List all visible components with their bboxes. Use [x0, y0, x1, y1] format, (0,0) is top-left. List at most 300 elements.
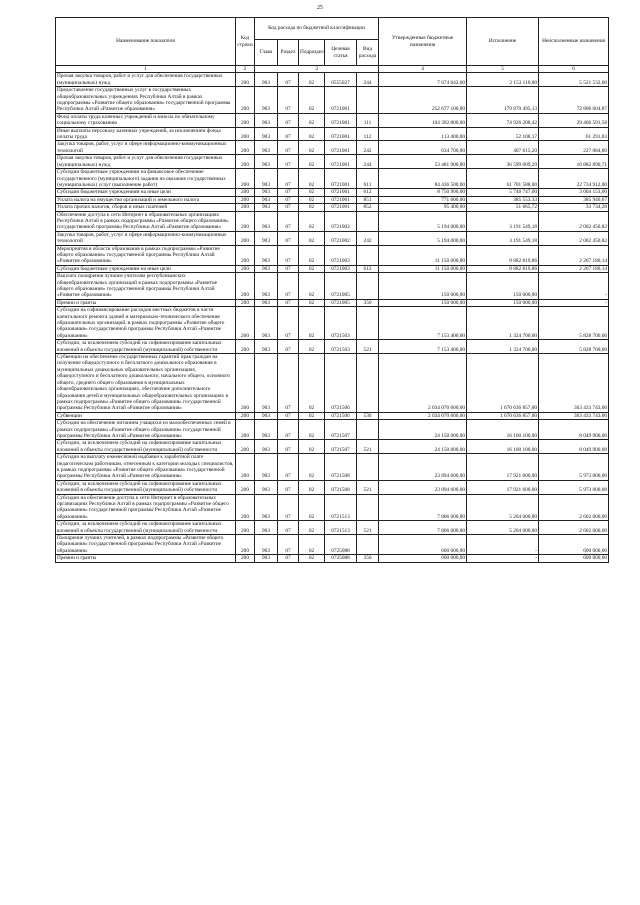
row-section: 07 — [278, 189, 299, 196]
row-unexecuted: 5 828 700,00 — [539, 340, 609, 354]
row-executed: 8 882 819,86 — [467, 265, 539, 272]
row-section: 07 — [278, 535, 299, 555]
header-chapter: Глава — [255, 40, 278, 66]
row-chapter: 903 — [255, 169, 278, 189]
row-unexecuted: 2 002 450,82 — [539, 231, 609, 245]
row-name: Субсидии на обеспечение питанием учащихся из малообеспеченных семей в рамках подпрограммы «Развитие общего образования» государственной программы Республики Алтай «Развитие образования» — [56, 420, 236, 440]
row-chapter: 903 — [255, 245, 278, 265]
row-name: Мероприятия в области образования в рамках подпрограммы «Развитие общего образования» государственной программы Республики Алтай «Развитие образования» — [56, 245, 236, 265]
row-chapter: 903 — [255, 141, 278, 155]
row-line-code: 200 — [236, 87, 255, 114]
table-row — [56, 340, 609, 354]
row-line-code: 200 — [236, 299, 255, 306]
row-chapter: 903 — [255, 189, 278, 196]
row-subsection: 02 — [299, 113, 325, 127]
table-row — [56, 454, 609, 481]
row-expense-type: 242 — [357, 231, 379, 245]
table-row — [56, 494, 609, 521]
row-expense-type — [357, 307, 379, 340]
table-row — [56, 412, 609, 419]
column-number: 5 — [467, 66, 539, 73]
row-approved: 95 400,00 — [379, 204, 467, 211]
row-target-item: 0721506 — [325, 412, 357, 419]
row-section: 07 — [278, 440, 299, 454]
row-line-code: 200 — [236, 420, 255, 440]
row-line-code: 200 — [236, 535, 255, 555]
row-executed: 36 599 009,29 — [467, 155, 539, 169]
header-name: Наименование показателя — [56, 18, 236, 66]
row-name: Закупка товаров, работ, услуг в сфере информационно-коммуникационных технологий — [56, 141, 236, 155]
table-row — [56, 169, 609, 189]
row-unexecuted: 5 828 700,00 — [539, 307, 609, 340]
row-name: Прочая закупка товаров, работ и услуг для обеспечения государственных (муниципальных) нужд — [56, 73, 236, 87]
row-target-item: 0721005 — [325, 299, 357, 306]
row-unexecuted: 227 084,80 — [539, 141, 609, 155]
row-expense-type: 350 — [357, 299, 379, 306]
row-name: Уплата налога на имущество организаций и земельного налога — [56, 196, 236, 203]
row-line-code: 200 — [236, 231, 255, 245]
row-executed: 1 670 636 857,00 — [467, 412, 539, 419]
row-name: Премии и гранты — [56, 299, 236, 306]
row-expense-type — [357, 354, 379, 413]
row-executed: 407 615,20 — [467, 141, 539, 155]
row-expense-type — [357, 245, 379, 265]
table-row — [56, 155, 609, 169]
header-section: Раздел — [278, 40, 299, 66]
row-executed: 3 191 549,18 — [467, 231, 539, 245]
row-executed: 16 100 100,00 — [467, 420, 539, 440]
row-subsection: 02 — [299, 307, 325, 340]
table-row — [56, 265, 609, 272]
row-section: 07 — [278, 211, 299, 231]
row-unexecuted: 16 882 890,71 — [539, 155, 609, 169]
row-section: 07 — [278, 127, 299, 141]
row-approved: 24 150 000,00 — [379, 440, 467, 454]
row-unexecuted: 2 267 180,14 — [539, 265, 609, 272]
row-executed: 1 324 700,00 — [467, 307, 539, 340]
row-name: Субвенции — [56, 412, 236, 419]
row-executed: 179 870 495,13 — [467, 87, 539, 114]
header-executed: Исполнение — [467, 18, 539, 66]
row-name: Предоставление государственных услуг в государственных общеобразовательных учреждениях Республики Алтай в рамках подпрограммы «Развитие общего образования» государственной программы Республики Алтай «Развитие образования» — [56, 87, 236, 114]
row-unexecuted: 2 602 000,00 — [539, 494, 609, 521]
row-unexecuted: 2 602 000,00 — [539, 521, 609, 535]
row-section: 07 — [278, 113, 299, 127]
budget-execution-table — [55, 17, 609, 563]
row-unexecuted: 2 267 180,14 — [539, 245, 609, 265]
row-line-code: 200 — [236, 273, 255, 300]
row-section: 07 — [278, 231, 299, 245]
row-line-code: 200 — [236, 354, 255, 413]
row-chapter: 903 — [255, 521, 278, 535]
row-section: 07 — [278, 273, 299, 300]
row-expense-type — [357, 535, 379, 555]
row-target-item: 0721508 — [325, 454, 357, 481]
row-line-code: 200 — [236, 521, 255, 535]
row-subsection: 02 — [299, 521, 325, 535]
row-subsection: 02 — [299, 155, 325, 169]
row-approved: 24 150 000,00 — [379, 420, 467, 440]
row-section: 07 — [278, 73, 299, 87]
row-target-item: 0721503 — [325, 340, 357, 354]
row-name: Субсидии на выплату ежемесячной надбавки к заработной плате педагогическим работникам, отнесенным к категории молодых специалистов, в рамках подпрограммы «Развитие общего образования» государственной программы Республики Алтай «Развитие образования» — [56, 454, 236, 481]
row-executed: 1 324 700,00 — [467, 340, 539, 354]
row-subsection: 02 — [299, 299, 325, 306]
row-expense-type: 244 — [357, 155, 379, 169]
row-subsection: 02 — [299, 73, 325, 87]
row-executed: 74 926 208,42 — [467, 113, 539, 127]
row-name: Субсидии бюджетным учреждениям на иные цели — [56, 265, 236, 272]
row-name: Субсидии, за исключением субсидий на софинансирование капитальных вложений в объекты государственной (муниципальной) собственности — [56, 521, 236, 535]
table-row — [56, 299, 609, 306]
row-line-code: 200 — [236, 127, 255, 141]
row-line-code: 200 — [236, 494, 255, 521]
row-line-code: 200 — [236, 440, 255, 454]
row-chapter: 903 — [255, 340, 278, 354]
row-target-item: 0721002 — [325, 211, 357, 231]
row-line-code: 200 — [236, 412, 255, 419]
row-chapter: 903 — [255, 204, 278, 211]
row-approved: 7 153 400,00 — [379, 307, 467, 340]
row-subsection: 02 — [299, 211, 325, 231]
row-unexecuted: 3 004 153,00 — [539, 189, 609, 196]
row-executed: 16 100 100,00 — [467, 440, 539, 454]
row-name: Субсидии бюджетным учреждениям на иные цели — [56, 189, 236, 196]
row-expense-type: 521 — [357, 480, 379, 494]
row-section: 07 — [278, 354, 299, 413]
row-section: 07 — [278, 494, 299, 521]
row-subsection: 02 — [299, 273, 325, 300]
row-target-item: 0721001 — [325, 155, 357, 169]
row-approved: 2 034 070 600,00 — [379, 412, 467, 419]
row-target-item: 0721001 — [325, 87, 357, 114]
row-expense-type: 244 — [357, 73, 379, 87]
table-row — [56, 231, 609, 245]
row-name: Субсидии, за исключением субсидий на софинансирование капитальных вложений в объекты государственной (муниципальной) собственности — [56, 340, 236, 354]
row-approved: 7 806 000,00 — [379, 494, 467, 521]
row-approved: 7 806 000,00 — [379, 521, 467, 535]
row-approved: 771 600,00 — [379, 196, 467, 203]
row-subsection: 02 — [299, 204, 325, 211]
row-name: Субвенции на обеспечение государственных гарантий прав граждан на получение общедоступного и бесплатного дошкольного образования в муниципальных дошкольных образовательных организациях, общедоступного и бесплатного дошкольного, начального общего, основного общего, среднего общего образования в муниципальных общеобразовательных организациях, обеспечение дополнительного образования детей в муниципальных общеобразовательных организациях в рамках подпрограммы «Развитие общего образования» государственной программы Республики Алтай «Развитие образования» — [56, 354, 236, 413]
table-row — [56, 196, 609, 203]
row-approved: 150 000,00 — [379, 273, 467, 300]
row-line-code: 200 — [236, 169, 255, 189]
row-unexecuted: 600 000,00 — [539, 555, 609, 562]
page-number: 25 — [317, 5, 323, 11]
row-target-item: 0721003 — [325, 265, 357, 272]
row-section: 07 — [278, 555, 299, 562]
row-subsection: 02 — [299, 169, 325, 189]
row-unexecuted: 22 734 912,00 — [539, 169, 609, 189]
row-executed: 385 553,33 — [467, 196, 539, 203]
row-approved: 23 894 600,00 — [379, 480, 467, 494]
table-row — [56, 189, 609, 196]
row-unexecuted: 61 291,83 — [539, 127, 609, 141]
row-expense-type: 851 — [357, 196, 379, 203]
table-row — [56, 480, 609, 494]
row-unexecuted: 5 521 532,00 — [539, 73, 609, 87]
row-target-item: 0555027 — [325, 73, 357, 87]
column-number: 4 — [379, 66, 467, 73]
row-expense-type — [357, 420, 379, 440]
row-executed: 1 670 636 857,00 — [467, 354, 539, 413]
row-target-item: 0721507 — [325, 440, 357, 454]
row-expense-type: 612 — [357, 189, 379, 196]
row-executed: 2 153 110,00 — [467, 73, 539, 87]
table-row — [56, 245, 609, 265]
row-target-item: 0721001 — [325, 141, 357, 155]
row-chapter: 903 — [255, 454, 278, 481]
row-approved: 2 034 070 600,00 — [379, 354, 467, 413]
row-expense-type — [357, 211, 379, 231]
row-unexecuted: 29 466 591,58 — [539, 113, 609, 127]
row-subsection: 02 — [299, 354, 325, 413]
row-chapter: 903 — [255, 113, 278, 127]
row-approved: 84 436 500,00 — [379, 169, 467, 189]
row-subsection: 02 — [299, 494, 325, 521]
row-line-code: 200 — [236, 340, 255, 354]
row-line-code: 200 — [236, 211, 255, 231]
row-expense-type: 111 — [357, 113, 379, 127]
row-chapter: 903 — [255, 420, 278, 440]
row-approved: 600 000,00 — [379, 555, 467, 562]
row-target-item: 0721513 — [325, 494, 357, 521]
row-target-item: 0721001 — [325, 204, 357, 211]
row-name: Выплата поощрения лучшим учителям республиканских общеобразовательных организаций в рамках подпрограммы «Развитие общего образования» государственной программы Республики Алтай «Развитие образования» — [56, 273, 236, 300]
row-name: Прочая закупка товаров, работ и услуг для обеспечения государственных (муниципальных) нужд — [56, 155, 236, 169]
table-row — [56, 273, 609, 300]
table-row — [56, 555, 609, 562]
row-executed: 17 921 600,00 — [467, 480, 539, 494]
row-executed: - — [467, 555, 539, 562]
row-line-code: 200 — [236, 113, 255, 127]
row-unexecuted: 2 002 450,82 — [539, 211, 609, 231]
row-unexecuted: 8 049 900,00 — [539, 420, 609, 440]
row-chapter: 903 — [255, 535, 278, 555]
row-executed: 51 665,72 — [467, 204, 539, 211]
row-section: 07 — [278, 454, 299, 481]
row-expense-type — [357, 454, 379, 481]
row-name: Субсидии на обеспечение доступа к сети Интернет в образовательных организациях Республики Алтай в рамках подпрограммы «Развитие общего образования» государственной программы Республики Алтай «Развитие образования» — [56, 494, 236, 521]
row-unexecuted: - — [539, 273, 609, 300]
row-section: 07 — [278, 307, 299, 340]
row-expense-type — [357, 494, 379, 521]
row-chapter: 903 — [255, 412, 278, 419]
row-section: 07 — [278, 299, 299, 306]
row-unexecuted: 385 946,67 — [539, 196, 609, 203]
row-section: 07 — [278, 521, 299, 535]
row-unexecuted: 5 973 000,00 — [539, 454, 609, 481]
row-subsection: 02 — [299, 265, 325, 272]
table-row — [56, 521, 609, 535]
row-chapter: 903 — [255, 73, 278, 87]
row-subsection: 02 — [299, 412, 325, 419]
row-section: 07 — [278, 480, 299, 494]
row-expense-type: 521 — [357, 521, 379, 535]
row-executed: 52 108,17 — [467, 127, 539, 141]
row-expense-type: 611 — [357, 169, 379, 189]
row-line-code: 200 — [236, 204, 255, 211]
row-approved: 11 150 000,00 — [379, 245, 467, 265]
row-approved: 23 894 600,00 — [379, 454, 467, 481]
row-name: Уплата прочих налогов, сборов и иных платежей — [56, 204, 236, 211]
row-target-item: 0721001 — [325, 113, 357, 127]
row-name: Иные выплаты персоналу казенных учреждений, за исключением фонда оплаты труда — [56, 127, 236, 141]
row-executed: 17 921 600,00 — [467, 454, 539, 481]
row-subsection: 02 — [299, 420, 325, 440]
table-row — [56, 354, 609, 413]
row-approved: 104 392 800,00 — [379, 113, 467, 127]
row-executed: 5 746 747,00 — [467, 189, 539, 196]
row-unexecuted: 363 433 743,00 — [539, 354, 609, 413]
row-approved: 150 000,00 — [379, 299, 467, 306]
row-subsection: 02 — [299, 454, 325, 481]
row-line-code: 200 — [236, 141, 255, 155]
row-unexecuted: - — [539, 299, 609, 306]
row-chapter: 903 — [255, 440, 278, 454]
row-line-code: 200 — [236, 73, 255, 87]
row-section: 07 — [278, 245, 299, 265]
row-line-code: 200 — [236, 480, 255, 494]
row-unexecuted: 600 000,00 — [539, 535, 609, 555]
row-subsection: 02 — [299, 87, 325, 114]
row-approved: 5 194 000,00 — [379, 211, 467, 231]
table-row — [56, 204, 609, 211]
row-name: Закупка товаров, работ, услуг в сфере информационно-коммуникационных технологий — [56, 231, 236, 245]
row-subsection: 02 — [299, 141, 325, 155]
row-approved: 5 194 000,00 — [379, 231, 467, 245]
row-unexecuted: 72 806 604,87 — [539, 87, 609, 114]
row-unexecuted: 5 973 000,00 — [539, 480, 609, 494]
row-target-item: 0721001 — [325, 127, 357, 141]
row-expense-type: 612 — [357, 265, 379, 272]
header-expense-type: Вид расхода — [357, 40, 379, 66]
table-row — [56, 113, 609, 127]
row-subsection: 02 — [299, 127, 325, 141]
row-line-code: 200 — [236, 555, 255, 562]
row-chapter: 903 — [255, 196, 278, 203]
header-line-code: Код строки — [236, 18, 255, 66]
row-line-code: 200 — [236, 196, 255, 203]
row-name: Субсидии, за исключением субсидий на софинансирование капитальных вложений в объекты государственной (муниципальной) собственности — [56, 440, 236, 454]
row-approved: 53 481 900,00 — [379, 155, 467, 169]
column-number: 1 — [56, 66, 236, 73]
row-section: 07 — [278, 87, 299, 114]
row-subsection: 02 — [299, 555, 325, 562]
row-chapter: 903 — [255, 273, 278, 300]
row-expense-type: 242 — [357, 141, 379, 155]
row-section: 07 — [278, 265, 299, 272]
row-section: 07 — [278, 412, 299, 419]
row-chapter: 903 — [255, 299, 278, 306]
row-executed: 150 000,00 — [467, 299, 539, 306]
row-line-code: 200 — [236, 189, 255, 196]
row-expense-type: 852 — [357, 204, 379, 211]
row-chapter: 903 — [255, 307, 278, 340]
row-name: Премии и гранты — [56, 555, 236, 562]
row-subsection: 02 — [299, 245, 325, 265]
row-approved: 7 674 642,00 — [379, 73, 467, 87]
table-body — [56, 73, 609, 562]
column-number: 2 — [236, 66, 255, 73]
row-expense-type: 521 — [357, 440, 379, 454]
row-target-item: 0721005 — [325, 273, 357, 300]
row-expense-type: 112 — [357, 127, 379, 141]
row-target-item: 0721513 — [325, 521, 357, 535]
row-approved: 7 153 400,00 — [379, 340, 467, 354]
row-chapter: 903 — [255, 127, 278, 141]
header-approved: Утвержденные бюджетные назначения — [379, 18, 467, 66]
row-section: 07 — [278, 420, 299, 440]
row-expense-type: 521 — [357, 340, 379, 354]
header-subsection: Подраздел — [299, 40, 325, 66]
row-target-item: 0721001 — [325, 189, 357, 196]
row-line-code: 200 — [236, 155, 255, 169]
header-unexecuted: Неисполненные назначения — [539, 18, 609, 66]
row-unexecuted: 33 734,28 — [539, 204, 609, 211]
row-executed: 61 701 588,00 — [467, 169, 539, 189]
row-expense-type — [357, 87, 379, 114]
row-approved: 600 000,00 — [379, 535, 467, 555]
row-subsection: 02 — [299, 480, 325, 494]
row-executed: 8 882 819,86 — [467, 245, 539, 265]
row-section: 07 — [278, 196, 299, 203]
row-subsection: 02 — [299, 340, 325, 354]
table-row — [56, 73, 609, 87]
row-unexecuted: 8 049 900,00 — [539, 440, 609, 454]
row-target-item: 0725088 — [325, 535, 357, 555]
column-number: 6 — [539, 66, 609, 73]
row-target-item: 0721003 — [325, 245, 357, 265]
row-approved: 8 750 900,00 — [379, 189, 467, 196]
row-line-code: 200 — [236, 265, 255, 272]
row-target-item: 0721503 — [325, 307, 357, 340]
column-number: 3 — [255, 66, 379, 73]
row-approved: 113 400,00 — [379, 127, 467, 141]
row-name: Субсидии на софинансирование расходов местных бюджетов в части капитального ремонта зданий и материально-технического обеспечения образовательных организаций, в рамках подпрограммы «Развитие общего образования» государственной программы Республики Алтай «Развитие образования» — [56, 307, 236, 340]
row-chapter: 903 — [255, 494, 278, 521]
row-expense-type: 350 — [357, 555, 379, 562]
row-approved: 11 150 000,00 — [379, 265, 467, 272]
row-executed: 5 204 000,00 — [467, 521, 539, 535]
row-target-item: 0725088 — [325, 555, 357, 562]
row-target-item: 0721507 — [325, 420, 357, 440]
row-name: Фонд оплаты труда казенных учреждений и взносы по обязательному социальному страхованию — [56, 113, 236, 127]
row-unexecuted: 363 433 743,00 — [539, 412, 609, 419]
table-row — [56, 420, 609, 440]
row-section: 07 — [278, 204, 299, 211]
row-section: 07 — [278, 141, 299, 155]
row-expense-type: 530 — [357, 412, 379, 419]
row-executed: 150 000,00 — [467, 273, 539, 300]
row-section: 07 — [278, 169, 299, 189]
row-subsection: 02 — [299, 189, 325, 196]
row-subsection: 02 — [299, 535, 325, 555]
table-row — [56, 127, 609, 141]
row-line-code: 200 — [236, 245, 255, 265]
row-approved: 252 677 100,00 — [379, 87, 467, 114]
row-chapter: 903 — [255, 155, 278, 169]
row-name: Поощрение лучших учителей, в рамках подпрограммы «Развитие общего образования» государственной программы Республики Алтай «Развитие образования» — [56, 535, 236, 555]
row-chapter: 903 — [255, 555, 278, 562]
row-approved: 634 700,00 — [379, 141, 467, 155]
row-subsection: 02 — [299, 196, 325, 203]
row-chapter: 903 — [255, 211, 278, 231]
row-chapter: 903 — [255, 87, 278, 114]
header-classification: Код расхода по бюджетной классификации — [255, 18, 379, 40]
row-executed: 3 191 549,18 — [467, 211, 539, 231]
